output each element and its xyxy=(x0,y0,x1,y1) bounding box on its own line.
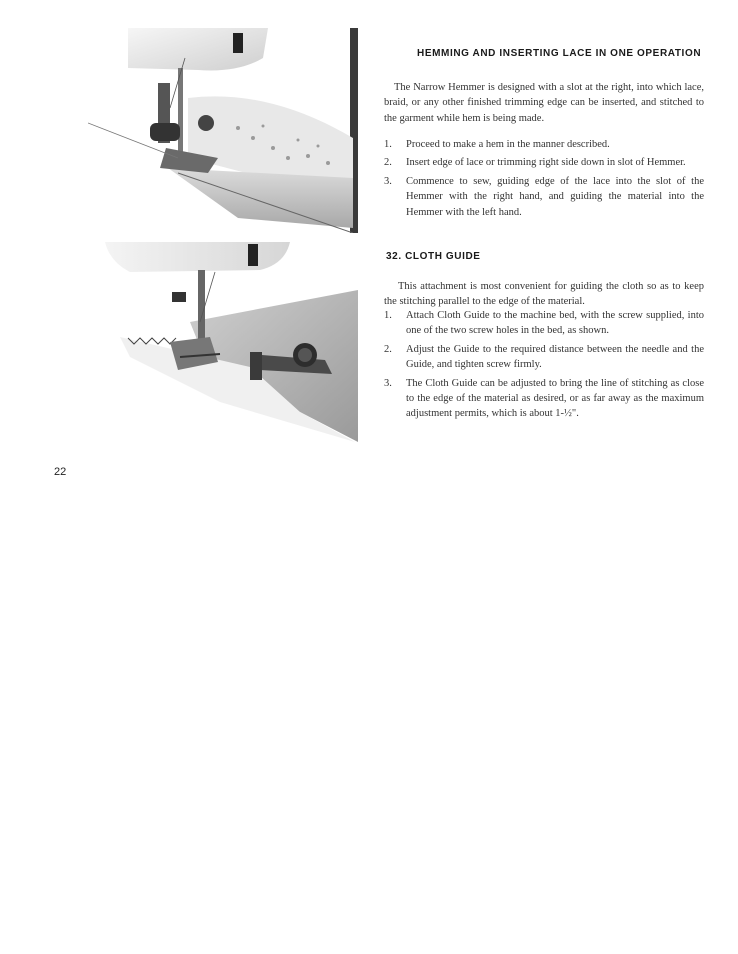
photo-cloth-guide xyxy=(100,242,360,447)
step-number: 3. xyxy=(384,175,392,187)
list-item xyxy=(384,376,704,422)
section-heading-cloth-guide: 32. CLOTH GUIDE xyxy=(386,251,481,262)
step-number: 2. xyxy=(384,157,392,169)
step-text: Commence to sew, guiding edge of the lace into the slot of the Hemmer with the right hand, and guiding the material into the Hemmer with the left hand. xyxy=(406,175,704,218)
photo-hemmer-lace xyxy=(88,28,358,233)
step-text: Insert edge of lace or trimming right side down in slot of Hemmer. xyxy=(406,157,686,169)
step-text: The Cloth Guide can be adjusted to bring the line of stitching as close to the edge of the material as desired, or as far away as the maximum adjustment permits, which is about 1-½". xyxy=(406,377,704,420)
step-number: 3. xyxy=(384,377,392,389)
list-item xyxy=(384,308,704,339)
cloth-guide-steps-list xyxy=(384,308,704,425)
step-number: 1. xyxy=(384,139,392,150)
list-item xyxy=(384,174,704,220)
step-text: Proceed to make a hem in the manner described. xyxy=(406,139,610,150)
hemming-steps-list xyxy=(384,137,704,223)
step-number: 1. xyxy=(384,310,392,321)
page-number: 22 xyxy=(54,466,67,478)
list-item xyxy=(384,342,704,373)
list-item xyxy=(384,155,704,170)
hemming-intro-paragraph: The Narrow Hemmer is designed with a slot at the right, into which lace, braid, or any other finished trimming edge can be inserted, and stitched to the garment while hem is being made. xyxy=(384,82,704,124)
section-heading-hemming: HEMMING AND INSERTING LACE IN ONE OPERATION xyxy=(417,48,702,59)
list-item xyxy=(384,137,704,152)
cloth-guide-intro-paragraph: This attachment is most convenient for guiding the cloth so as to keep the stitching parallel to the edge of the material. xyxy=(384,281,704,308)
step-text: Attach Cloth Guide to the machine bed, with the screw supplied, into one of the two screw holes in the bed, as shown. xyxy=(406,310,704,337)
step-text: Adjust the Guide to the required distance between the needle and the Guide, and tighten screw firmly. xyxy=(406,343,704,371)
step-number: 2. xyxy=(384,343,392,355)
